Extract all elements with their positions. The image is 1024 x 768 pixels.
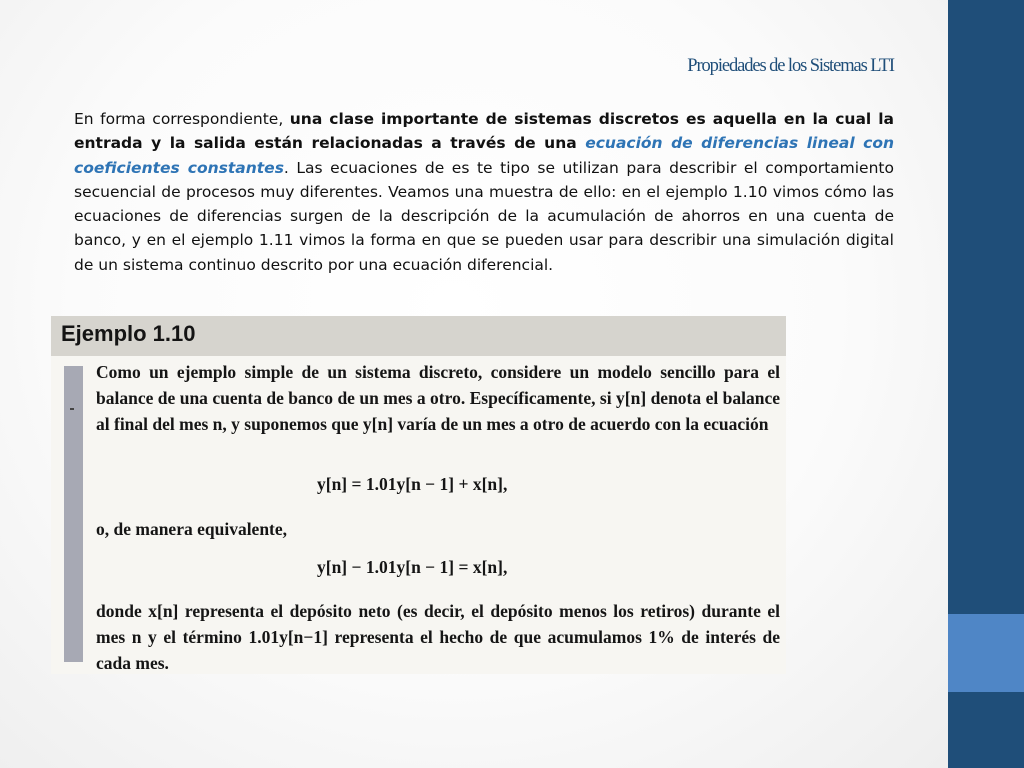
decorative-sidebar-accent: [948, 614, 1024, 692]
textbook-example-image: [51, 316, 786, 674]
paragraph-rest: . Las ecuaciones de es te tipo se utilizan para describir el comportamiento secuencial de procesos muy diferentes. Veamos una muestra de ello: en el ejemplo 1.10 vimos cómo las ecuaciones de diferencias surgen de la descripción de la acumulación de ahorros en una cuenta de banco, y en el ejemplo 1.11 vimos la forma en que se pueden usar para describir una simulación digital de un sistema continuo descrito por una ecuación diferencial.: [74, 158, 894, 274]
slide-title: Propiedades de los Sistemas LTI: [687, 56, 894, 76]
body-paragraph: [74, 107, 894, 277]
paragraph-intro: En forma correspondiente,: [74, 110, 290, 128]
paragraph-bold-statement: una clase importante de sistemas discretos es aquella en la cual la entrada y la salida están relacionadas a través de una: [74, 110, 894, 153]
example-text-equivalent: o, de manera equivalente,: [96, 519, 288, 539]
example-header-band: [51, 316, 786, 356]
example-margin-bar: [64, 366, 83, 662]
example-equation-1: y[n] = 1.01y[n − 1] + x[n],: [317, 474, 508, 494]
example-heading: Ejemplo 1.10: [61, 321, 196, 346]
margin-tick-mark: [70, 408, 74, 410]
example-equation-2: y[n] − 1.01y[n − 1] = x[n],: [317, 557, 508, 577]
paragraph-highlight-term: ecuación de diferencias lineal con coeficientes constantes: [74, 134, 895, 177]
example-text-intro: Como un ejemplo simple de un sistema discreto, considere un modelo sencillo para el balance de una cuenta de banco de un mes a otro. Específicamente, si y[n] denota el balance al final del mes n, y suponemos que y[n] varía de un mes a otro de acuerdo con la ecuación: [96, 362, 780, 434]
example-text-conclusion: donde x[n] representa el depósito neto (es decir, el depósito menos los retiros) durante el mes n y el término 1.01y[n−1] representa el hecho de que acumulamos 1% de interés de cada mes.: [96, 601, 780, 673]
